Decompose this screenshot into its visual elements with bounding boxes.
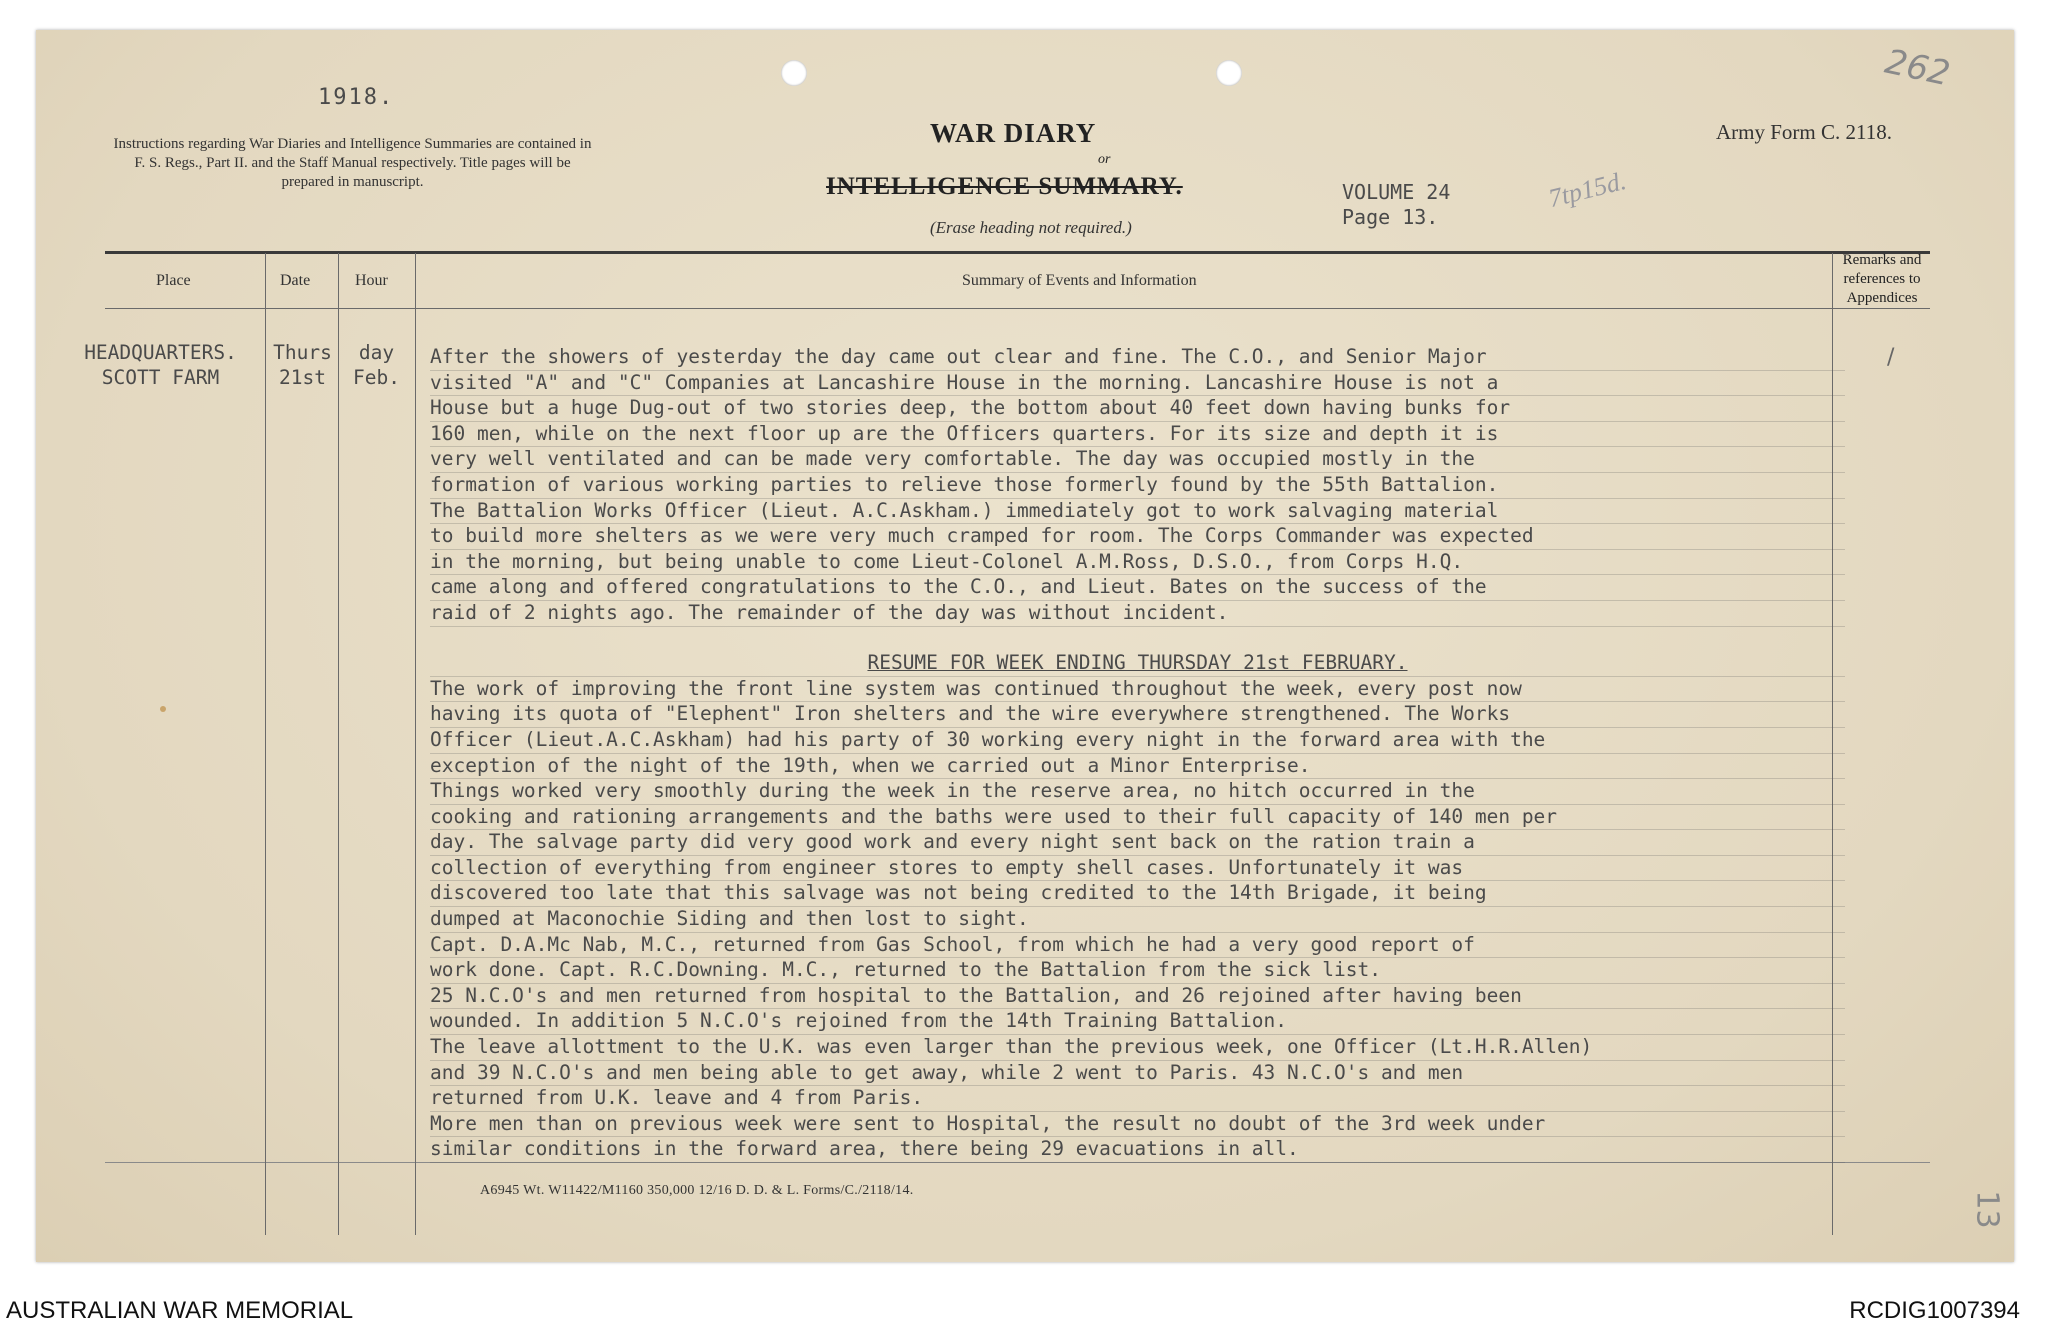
entry-line: in the morning, but being unable to come Lieut-Colonel A.M.Ross, D.S.O., from Corps H.Q. [430, 550, 1845, 576]
erase-heading-note: (Erase heading not required.) [930, 218, 1132, 237]
place-line-2: SCOTT FARM [101, 366, 220, 389]
title-or: or [1098, 152, 1111, 167]
resume-line: The leave allottment to the U.K. was even larger than the previous week, one Officer (Lt.H.R.Allen) [430, 1035, 1845, 1061]
entry-place [58, 340, 263, 390]
entry-line: After the showers of yesterday the day came out clear and fine. The C.O., and Senior Major [430, 345, 1845, 371]
paper-stain [160, 706, 166, 712]
remarks-tick-mark: / [1887, 345, 1895, 370]
hour-line-2: Feb. [353, 366, 400, 389]
resume-line: similar conditions in the forward area, there being 29 evacuations in all. [430, 1137, 1845, 1163]
column-header-place: Place [156, 272, 191, 289]
column-divider-hour [415, 253, 416, 1235]
punch-hole-right [1216, 60, 1242, 86]
resume-line: cooking and rationing arrangements and the baths were used to their full capacity of 140 men per [430, 805, 1845, 831]
resume-line: returned from U.K. leave and 4 from Paris. [430, 1086, 1845, 1112]
spacer [430, 627, 1845, 652]
volume-number: VOLUME 24 [1342, 180, 1451, 204]
archive-reference: RCDIG1007394 [1849, 1297, 2020, 1324]
resume-heading: RESUME FOR WEEK ENDING THURSDAY 21st FEBRUARY. [430, 651, 1845, 677]
page-number: Page 13. [1342, 205, 1439, 229]
entry-line: came along and offered congratulations to the C.O., and Lieut. Bates on the success of the [430, 575, 1845, 601]
title-intelligence-summary: INTELLIGENCE SUMMARY. [826, 173, 1183, 200]
resume-line: exception of the night of the 19th, when we carried out a Minor Enterprise. [430, 754, 1845, 780]
entry-line: formation of various working parties to relieve those formerly found by the 55th Battalion. [430, 473, 1845, 499]
resume-line: collection of everything from engineer stores to empty shell cases. Unfortunately it was [430, 856, 1845, 882]
title-war-diary: WAR DIARY [930, 118, 1097, 148]
resume-line: dumped at Maconochie Siding and then lost to sight. [430, 907, 1845, 933]
instructions-note: Instructions regarding War Diaries and Intelligence Summaries are contained in F. S. Regs., Part II. and the Staff Manual respectively. Title pages will be prepared in manuscript. [113, 136, 592, 190]
date-line-2: 21st [279, 366, 326, 389]
entry-line: House but a huge Dug-out of two stories deep, the bottom about 40 feet down having bunks for [430, 396, 1845, 422]
place-line-1: HEADQUARTERS. [84, 341, 237, 364]
resume-line: having its quota of "Elephent" Iron shelters and the wire everywhere strengthened. The Works [430, 702, 1845, 728]
resume-line: and 39 N.C.O's and men being able to get away, while 2 went to Paris. 43 N.C.O's and men [430, 1061, 1845, 1087]
pencil-folio-number: 262 [1881, 41, 1954, 95]
column-header-rule [105, 308, 1930, 309]
form-print-code: A6945 Wt. W11422/M1160 350,000 12/16 D. D. & L. Forms/C./2118/14. [480, 1183, 914, 1198]
resume-line: day. The salvage party did very good work and every night sent back on the ration train a [430, 830, 1845, 856]
column-header-date: Date [280, 272, 311, 289]
column-divider-place [265, 253, 266, 1235]
army-form-number: Army Form C. 2118. [1716, 120, 1892, 144]
resume-line: work done. Capt. R.C.Downing. M.C., returned to the Battalion from the sick list. [430, 958, 1845, 984]
resume-line: Capt. D.A.Mc Nab, M.C., returned from Gas School, from which he had a very good report of [430, 933, 1845, 959]
column-header-hour: Hour [355, 272, 388, 289]
entry-line: to build more shelters as we were very much cramped for room. The Corps Commander was expected [430, 524, 1845, 550]
entry-line: raid of 2 nights ago. The remainder of the day was without incident. [430, 601, 1845, 627]
diary-year: 1918. [318, 85, 395, 110]
hour-line-1: day [358, 341, 395, 364]
pencil-unit-note: 7tp15d. [1545, 165, 1629, 214]
column-header-remarks: Remarks and references to Appendices [1842, 252, 1922, 306]
entry-date [265, 340, 340, 390]
pencil-sheet-number: 13 [1969, 1190, 2005, 1229]
archive-credit: AUSTRALIAN WAR MEMORIAL [6, 1297, 354, 1324]
summary-text [430, 345, 1845, 1163]
volume-page-block [1342, 180, 1450, 230]
entry-line: The Battalion Works Officer (Lieut. A.C.Askham.) immediately got to work salvaging material [430, 499, 1845, 525]
resume-line: Officer (Lieut.A.C.Askham) had his party of 30 working every night in the forward area with the [430, 728, 1845, 754]
punch-hole-left [781, 60, 807, 86]
column-header-summary: Summary of Events and Information [962, 272, 1197, 289]
column-divider-date [338, 253, 339, 1235]
resume-line: Things worked very smoothly during the week in the reserve area, no hitch occurred in the [430, 779, 1845, 805]
header-rule [105, 251, 1930, 254]
resume-line: More men than on previous week were sent to Hospital, the result no doubt of the 3rd week under [430, 1112, 1845, 1138]
date-line-1: Thurs [273, 341, 332, 364]
resume-line: wounded. In addition 5 N.C.O's rejoined from the 14th Training Battalion. [430, 1009, 1845, 1035]
entry-line: visited "A" and "C" Companies at Lancashire House in the morning. Lancashire House is not a [430, 371, 1845, 397]
resume-line: The work of improving the front line system was continued throughout the week, every post now [430, 677, 1845, 703]
entry-hour [339, 340, 414, 390]
resume-line: discovered too late that this salvage was not being credited to the 14th Brigade, it being [430, 881, 1845, 907]
resume-line: 25 N.C.O's and men returned from hospital to the Battalion, and 26 rejoined after having been [430, 984, 1845, 1010]
entry-line: very well ventilated and can be made very comfortable. The day was occupied mostly in the [430, 447, 1845, 473]
entry-line: 160 men, while on the next floor up are the Officers quarters. For its size and depth it is [430, 422, 1845, 448]
